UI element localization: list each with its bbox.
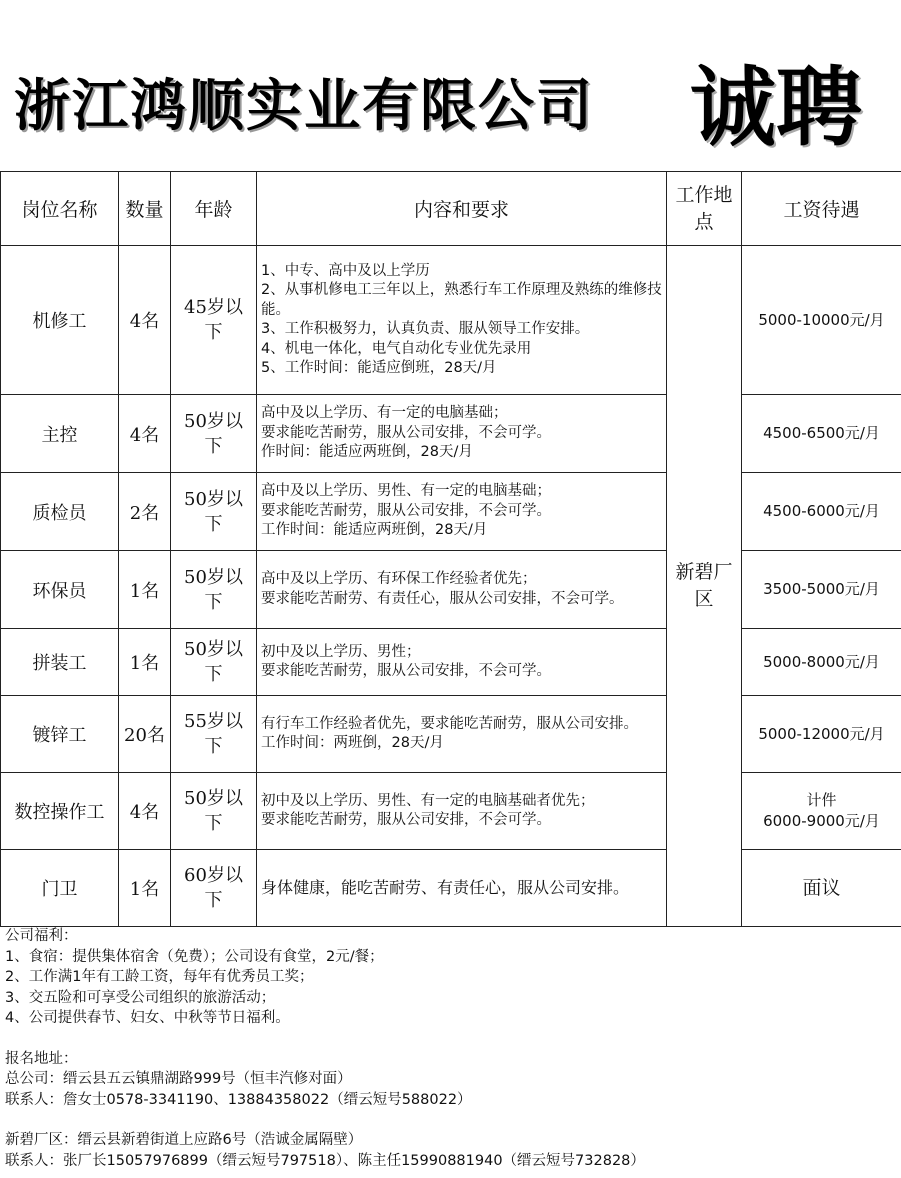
position-name: 机修工 bbox=[1, 246, 119, 395]
position-salary: 3500-5000元/月 bbox=[742, 551, 901, 629]
position-requirements bbox=[257, 473, 667, 551]
position-quantity: 4名 bbox=[119, 246, 171, 395]
table-row bbox=[1, 773, 901, 850]
job-table bbox=[0, 171, 901, 927]
position-requirements bbox=[257, 551, 667, 629]
table-row bbox=[1, 395, 901, 473]
welfare-item: 1、食宿：提供集体宿舍（免费）；公司设有食堂，2元/餐； bbox=[5, 948, 384, 965]
requirement-line: 2、从事机修电工三年以上，熟悉行车工作原理及熟练的维修技能。 bbox=[261, 282, 662, 318]
footer-info bbox=[5, 926, 895, 1171]
position-salary bbox=[742, 773, 901, 850]
requirement-line: 高中及以上学历、男性、有一定的电脑基础； bbox=[261, 483, 551, 500]
position-age: 60岁以下 bbox=[171, 850, 257, 927]
table-row bbox=[1, 246, 901, 395]
requirement-line: 初中及以上学历、男性； bbox=[261, 643, 421, 660]
table-row bbox=[1, 850, 901, 927]
apply-title: 报名地址： bbox=[5, 1050, 78, 1067]
table-row bbox=[1, 629, 901, 696]
position-quantity: 1名 bbox=[119, 551, 171, 629]
position-requirements bbox=[257, 246, 667, 395]
position-requirements bbox=[257, 850, 667, 927]
header-position-name: 岗位名称 bbox=[1, 172, 119, 246]
position-name: 数控操作工 bbox=[1, 773, 119, 850]
requirement-line: 身体健康，能吃苦耐劳、有责任心，服从公司安排。 bbox=[261, 878, 630, 897]
position-quantity: 2名 bbox=[119, 473, 171, 551]
requirement-line: 作时间：能适应两班倒，28天/月 bbox=[261, 444, 473, 461]
requirement-line: 高中及以上学历、有一定的电脑基础； bbox=[261, 405, 508, 422]
position-salary: 面议 bbox=[742, 850, 901, 927]
header-salary: 工资待遇 bbox=[742, 172, 901, 246]
position-requirements bbox=[257, 773, 667, 850]
company-name: 浙江鸿顺实业有限公司 bbox=[14, 74, 594, 139]
position-quantity: 4名 bbox=[119, 395, 171, 473]
position-name: 拼装工 bbox=[1, 629, 119, 696]
welfare-item: 3、交五险和可享受公司组织的旅游活动； bbox=[5, 989, 276, 1006]
table-header-row bbox=[1, 172, 901, 246]
position-name: 质检员 bbox=[1, 473, 119, 551]
position-salary: 4500-6500元/月 bbox=[742, 395, 901, 473]
position-name: 镀锌工 bbox=[1, 696, 119, 773]
position-requirements bbox=[257, 395, 667, 473]
salary-range: 6000-9000元/月 bbox=[763, 812, 880, 830]
requirement-line: 要求能吃苦耐劳，服从公司安排，不会可学。 bbox=[261, 424, 551, 441]
requirement-line: 有行车工作经验者优先，要求能吃苦耐劳，服从公司安排。 bbox=[261, 715, 638, 732]
welfare-item: 2、工作满1年有工龄工资，每年有优秀员工奖； bbox=[5, 969, 314, 985]
requirement-line: 工作时间：能适应两班倒，28天/月 bbox=[261, 522, 488, 539]
position-requirements bbox=[257, 629, 667, 696]
requirement-line: 要求能吃苦耐劳，服从公司安排，不会可学。 bbox=[261, 663, 551, 679]
branch-address: 新碧厂区：缙云县新碧街道上应路6号（浩诚金属隔壁） bbox=[5, 1132, 363, 1148]
requirement-line: 1、中专、高中及以上学历 bbox=[261, 262, 430, 279]
position-salary: 5000-8000元/月 bbox=[742, 629, 901, 696]
requirement-line: 3、工作积极努力，认真负责、服从领导工作安排。 bbox=[261, 321, 590, 337]
requirement-line: 4、机电一体化，电气自动化专业优先录用 bbox=[261, 340, 532, 357]
position-quantity: 1名 bbox=[119, 629, 171, 696]
position-age: 50岁以下 bbox=[171, 551, 257, 629]
requirement-line: 初中及以上学历、男性、有一定的电脑基础者优先； bbox=[261, 792, 595, 809]
table-row bbox=[1, 473, 901, 551]
table-row bbox=[1, 696, 901, 773]
position-name: 门卫 bbox=[1, 850, 119, 927]
position-age: 55岁以下 bbox=[171, 696, 257, 773]
position-age: 45岁以下 bbox=[171, 246, 257, 395]
work-location: 新碧厂区 bbox=[667, 246, 742, 927]
position-salary: 5000-10000元/月 bbox=[742, 246, 901, 395]
position-quantity: 1名 bbox=[119, 850, 171, 927]
position-age: 50岁以下 bbox=[171, 773, 257, 850]
requirement-line: 要求能吃苦耐劳，服从公司安排，不会可学。 bbox=[261, 502, 551, 519]
poster-header bbox=[0, 0, 901, 171]
salary-type: 计件 bbox=[806, 791, 837, 809]
requirement-line: 5、工作时间：能适应倒班，28天/月 bbox=[261, 360, 497, 376]
position-age: 50岁以下 bbox=[171, 629, 257, 696]
position-name: 环保员 bbox=[1, 551, 119, 629]
position-quantity: 4名 bbox=[119, 773, 171, 850]
welfare-title: 公司福利： bbox=[5, 928, 78, 944]
requirement-line: 工作时间：两班倒，28天/月 bbox=[261, 735, 444, 751]
branch-contact: 联系人：张厂长15057976899（缙云短号797518）、陈主任15990881940（缙云短号732828） bbox=[5, 1152, 645, 1169]
position-requirements bbox=[257, 696, 667, 773]
requirement-line: 要求能吃苦耐劳、有责任心，服从公司安排，不会可学。 bbox=[261, 590, 624, 607]
header-location: 工作地点 bbox=[667, 172, 742, 246]
header-age: 年龄 bbox=[171, 172, 257, 246]
recruit-title: 诚聘 bbox=[690, 57, 862, 158]
position-salary: 5000-12000元/月 bbox=[742, 696, 901, 773]
position-age: 50岁以下 bbox=[171, 395, 257, 473]
position-age: 50岁以下 bbox=[171, 473, 257, 551]
table-row bbox=[1, 551, 901, 629]
hq-address: 总公司：缙云县五云镇鼎湖路999号（恒丰汽修对面） bbox=[5, 1071, 352, 1087]
welfare-item: 4、公司提供春节、妇女、中秋等节日福利。 bbox=[5, 1010, 290, 1026]
position-salary: 4500-6000元/月 bbox=[742, 473, 901, 551]
position-name: 主控 bbox=[1, 395, 119, 473]
position-quantity: 20名 bbox=[119, 696, 171, 773]
requirement-line: 高中及以上学历、有环保工作经验者优先； bbox=[261, 571, 537, 587]
header-quantity: 数量 bbox=[119, 172, 171, 246]
hq-contact: 联系人：詹女士0578-3341190、13884358022（缙云短号588022） bbox=[5, 1091, 472, 1108]
header-requirements: 内容和要求 bbox=[257, 172, 667, 246]
requirement-line: 要求能吃苦耐劳，服从公司安排，不会可学。 bbox=[261, 812, 551, 828]
